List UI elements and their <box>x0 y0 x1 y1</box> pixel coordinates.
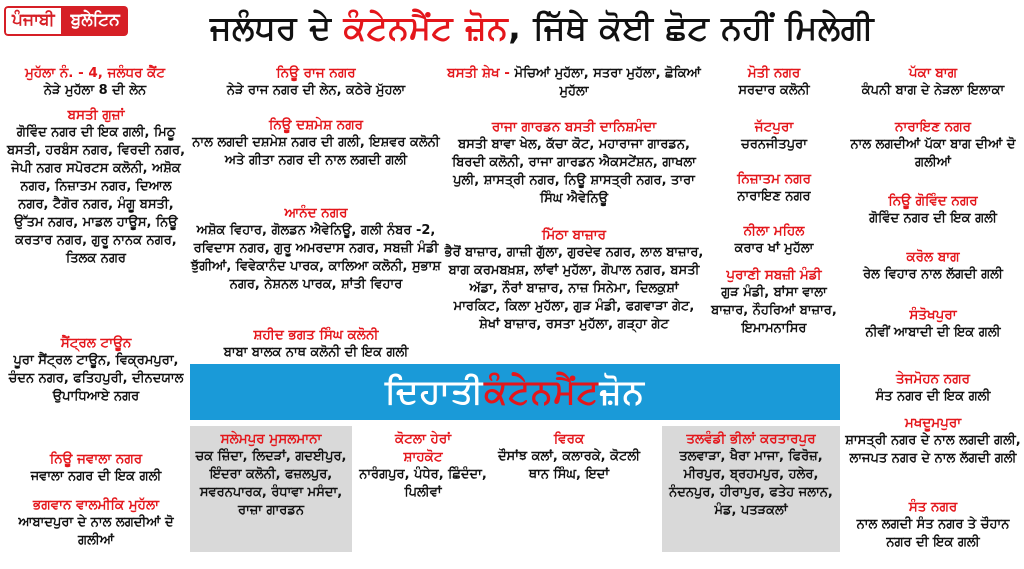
section-text: ਬਾਬਾ ਬਾਲਕ ਨਾਥ ਕਲੋਨੀ ਦੀ ਇਕ ਗਲੀ <box>223 345 409 360</box>
section-heading: ਮੁਹੱਲਾ ਨੰ. - 4, ਜਲੰਧਰ ਕੈਂਟ <box>24 65 166 81</box>
section-heading: ਸ਼ਹੀਦ ਭਗਤ ਸਿੰਘ ਕਲੋਨੀ <box>253 327 379 343</box>
section-heading: ਨਿਜ਼ਾਤਮ ਨਗਰ <box>737 171 811 187</box>
badge-right: ਬੁਲੇਟਿਨ <box>63 6 128 36</box>
section-text: ਨੇੜੇ ਮੁਹੱਲਾ 8 ਦੀ ਲੇਨ <box>43 83 147 98</box>
section-heading: ਤੇਜਮੋਹਨ ਨਗਰ <box>896 371 970 387</box>
section-text: ਕਰਾਰ ਖਾਂ ਮੁਹੱਲਾ <box>734 241 814 256</box>
section-heading: ਨਾਰਾਇਣ ਨਗਰ <box>895 119 971 135</box>
section-tejmohan-nagar <box>844 370 1022 406</box>
section-new-raj-nagar <box>188 64 444 100</box>
section-text: ਪੂਰਾ ਸੈਂਟ੍ਰਲ ਟਾਊਨ, ਵਿਕ੍ਰਮਪੁਰਾ, ਚੰਦਨ ਨਗਰ, ਫਤਿਹਪੁਰੀ, ਦੀਨਦਯਾਲ ਉਪਾਧਿਆਏ ਨਗਰ <box>8 353 184 404</box>
section-heading: ਨਿਊ ਰਾਜ ਨਗਰ <box>276 65 356 81</box>
section-heading: ਸਲੇਮਪੁਰ ਮੁਸਲਮਾਨਾ <box>220 431 322 447</box>
badge-left: ਪੰਜਾਬੀ <box>4 6 63 36</box>
section-text: ਗੋਵਿੰਦ ਨਗਰ ਦੀ ਇਕ ਗਲੀ, ਮਿਠੂ ਬਸਤੀ, ਹਰਬੰਸ ਨਗਰ, ਵਿਰਦੀ ਨਗਰ, ਜੇਪੀ ਨਗਰ ਸਪੋਰਟਸ ਕਲੋਨੀ, ਅਸ਼ੋਕ ਨਗਰ, ਨਿਜ਼ਾਤਮ ਨਗਰ, ਦਿਆਲ ਨਗਰ, ਟੈਗੋਰ ਨਗਰ, ਮੰਗੂ ਬਸਤੀ, ਉੱਤਮ ਨਗਰ, ਮਾਡਲ ਹਾਊਸ, ਨਿਊ ਕਰਤਾਰ ਨਗਰ, ਗੁਰੂ ਨਾਨਕ ਨਗਰ, ਤਿਲਕ ਨਗਰ <box>6 125 186 266</box>
section-text: ਨੇੜੇ ਰਾਜ ਨਗਰ ਦੀ ਲੇਨ, ਕਠੇਰੇ ਮੁੱਹਲਾ <box>226 83 406 98</box>
section-heading: ਨਿਊ ਦਸ਼ਮੇਸ਼ ਨਗਰ <box>269 117 363 133</box>
title-part2: ਕੰਟੇਨਮੈਂਟ ਜ਼ੋਨ <box>343 8 509 47</box>
section-text: ਸੰਤ ਨਗਰ ਦੀ ਇਕ ਗਲੀ <box>875 389 991 404</box>
section-text: ਨਾਲ ਲਗਦੀ ਸੰਤ ਨਗਰ ਤੇ ਚੌਹਾਨ ਨਗਰ ਦੀ ਇਕ ਗਲੀ <box>856 517 1010 550</box>
section-heading: ਮਿੱਠਾ ਬਾਜ਼ਾਰ <box>542 227 606 243</box>
section-subheading: ਸ਼ਾਹਕੋਟ <box>403 449 443 465</box>
section-heading: ਤਲਵੰਡੀ ਭੀਲਾਂ ਕਰਤਾਰਪੁਰ <box>686 431 816 447</box>
section-heading: ਨੀਲਾ ਮਹਿਲ <box>743 223 805 239</box>
section-heading: ਨਿਊ ਗੋਵਿੰਦ ਨਗਰ <box>888 193 978 209</box>
section-new-dashmesh-nagar <box>188 116 444 170</box>
section-text: ਤਲਵਾੜਾ, ਖੈਰਾ ਮਾਜਾ, ਫਿਰੋਜ਼, ਮੀਰਪੁਰ, ਬ੍ਰਹਮਪੁਰ, ਹਲੇਰ, ਨੰਦਨਪੁਰ, ਹੀਰਾਪੁਰ, ਫਤੇਹ ਜਲਾਨ, ਮੰਡ, ਪਤੜਕਲਾਂ <box>669 449 833 518</box>
banner-part1: ਦਿਹਾਤੀ <box>385 372 485 412</box>
section-text: ਰੇਲ ਵਿਹਾਰ ਨਾਲ ਲੱਗਦੀ ਗਲੀ <box>863 267 1003 282</box>
section-text: ਚਕ ਜ਼ਿੰਦਾ, ਲਿਦੜਾਂ, ਗਦਈਪੁਰ, ਇੰਦਰਾ ਕਲੋਨੀ, ਫਜ਼ਲਪੁਰ, ਸਵਰਨਪਾਰਕ, ਰੰਧਾਵਾ ਮਸੰਦਾ, ਰਾਜ਼ਾ ਗਾਰਡਨ <box>195 449 347 518</box>
rural-salempur <box>190 426 352 552</box>
section-text: ਜਵਾਲਾ ਨਗਰ ਦੀ ਇਕ ਗਲੀ <box>30 469 162 484</box>
section-heading: ਭਗਵਾਨ ਵਾਲਮੀਕਿ ਮੁਹੱਲਾ <box>33 497 159 513</box>
section-mitha-bazar <box>444 226 704 334</box>
section-heading: ਬਸਤੀ ਸ਼ੇਖ - <box>447 65 515 81</box>
section-heading: ਵਿਰਕ <box>553 431 585 447</box>
section-text: ਨਾਲ ਲਗਦੀਆਂ ਪੱਕਾ ਬਾਗ ਦੀਆਂ ਦੋ ਗਲੀਆਂ <box>850 137 1016 170</box>
section-text: ਨਾਲ ਲਗਦੀ ਦਸ਼ਮੇਸ਼ ਨਗਰ ਦੀ ਗਲੀ, ਇਸ਼ਵਰ ਕਲੋਨੀ ਅਤੇ ਗੀਤਾ ਨਗਰ ਦੀ ਨਾਲ ਲਗਦੀ ਗਲੀ <box>192 135 440 168</box>
section-nizatam-nagar <box>704 170 844 206</box>
section-heading: ਪੁਰਾਣੀ ਸਬਜ਼ੀ ਮੰਡੀ <box>726 267 822 283</box>
section-text: ਗੁੜ ਮੰਡੀ, ਬਾਂਸਾ ਵਾਲਾ ਬਾਜ਼ਾਰ, ਨੌਹਰਿਆਂ ਬਾਜ਼ਾਰ, ਇਮਾਮਨਾਸਿਰ <box>711 285 837 336</box>
section-new-govind-nagar <box>844 192 1022 228</box>
section-valmiki-mohalla <box>4 496 188 550</box>
section-text: ਬਸਤੀ ਬਾਵਾ ਖੇਲ, ਕੱਚਾ ਕੋਟ, ਮਹਾਰਾਜਾ ਗਾਰਡਨ, ਬਿਰਦੀ ਕਲੋਨੀ, ਰਾਜਾ ਗਾਰਡਨ ਐਕਸਟੇਂਸ਼ਨ, ਗਾਖਲਾ ਪੁਲੀ, ਸ਼ਾਸਤ੍ਰੀ ਨਗਰ, ਨਿਊ ਸ਼ਾਸਤ੍ਰੀ ਨਗਰ, ਤਾਰਾ ਸਿੰਘ ਐਵੇਨਿਊ <box>452 137 696 206</box>
section-text: ਨੀਵੀਂ ਆਬਾਦੀ ਦੀ ਇਕ ਗਲੀ <box>865 325 1001 340</box>
banner-part3: ਜ਼ੋਨ <box>599 372 645 412</box>
section-text: ਆਬਾਦਪੁਰਾ ਦੇ ਨਾਲ ਲਗਦੀਆਂ ਦੋ ਗਲੀਆਂ <box>18 515 174 548</box>
section-jattpura <box>704 118 844 154</box>
section-pakka-bagh <box>844 64 1022 100</box>
section-text: ਭੈਰੋਂ ਬਾਜ਼ਾਰ, ਗਾਜ਼ੀ ਗੁੱਲਾ, ਗੁਰਦੇਵ ਨਗਰ, ਲਾਲ ਬਾਜ਼ਾਰ, ਬਾਗ ਕਰਮਬਖ਼ਸ਼, ਲਾਂਵਾਂ ਮੁਹੱਲਾ, ਗੋਪਾਲ ਨਗਰ, ਬਸਤੀ ਅੱਡਾ, ਨੌਰਾਂ ਬਾਜ਼ਾਰ, ਨਾਜ਼ ਸਿਨੇਮਾ, ਦਿਲਕੁਸ਼ਾਂ ਮਾਰਕਿਟ, ਕਿਲਾ ਮੁਹੱਲਾ, ਗੁੜ ਮੰਡੀ, ਫਗਵਾੜਾ ਗੇਟ, ਸ਼ੇਖਾਂ ਬਾਜ਼ਾਰ, ਰਸਤਾ ਮੁਹੱਲਾ, ਗੜ੍ਹਾ ਗੇਟ <box>444 245 704 332</box>
section-heading: ਸੰਤੋਖਪੁਰਾ <box>909 307 957 323</box>
rural-zone-banner <box>190 364 840 420</box>
section-text: ਮੋਚਿਆਂ ਮੁਹੱਲਾ, ਸਤਰਾ ਮੁਹੱਲਾ, ਛੋਕਿਆਂ ਮੁਹੱਲਾ <box>514 66 701 99</box>
section-text: ਨਾਰਾਇਣ ਨਗਰ <box>737 189 811 204</box>
section-sant-nagar <box>844 498 1022 552</box>
title-part1: ਜਲੰਧਰ ਦੇ <box>210 8 344 47</box>
section-heading: ਮੋਤੀ ਨਗਰ <box>747 65 801 81</box>
section-basti-sheikh <box>444 64 704 101</box>
title-part3: , ਜਿੱਥੇ ਕੋਈ ਛੋਟ ਨਹੀਂ ਮਿਲੇਗੀ <box>508 8 875 47</box>
section-text: ਸਰਦਾਰ ਕਲੋਨੀ <box>738 83 810 98</box>
section-heading: ਕਰੋਲ ਬਾਗ <box>906 249 960 265</box>
section-old-sabzi-mandi <box>704 266 844 338</box>
section-new-jawala-nagar <box>4 450 188 486</box>
section-text: ਦੌਸਾਂਝ ਕਲਾਂ, ਕਲਾਰਕੇ, ਕੋਟਲੀ ਥਾਨ ਸਿੰਘ, ਇਦਾਂ <box>497 449 641 482</box>
section-text: ਚਰਨਜੀਤਪੁਰਾ <box>741 137 807 152</box>
section-raja-garden <box>444 118 704 208</box>
section-makhdoompura <box>844 414 1022 468</box>
section-heading: ਪੱਕਾ ਬਾਗ <box>908 65 958 81</box>
section-narayan-nagar <box>844 118 1022 172</box>
section-bhagat-singh-colony <box>188 326 444 362</box>
rural-virk <box>494 430 644 484</box>
section-text: ਕੰਪਨੀ ਬਾਗ ਦੇ ਨੇੜਲਾ ਇਲਾਕਾ <box>861 83 1005 98</box>
section-central-town <box>4 334 188 406</box>
section-text: ਸ਼ਾਸਤ੍ਰੀ ਨਗਰ ਦੇ ਨਾਲ ਲਗਦੀ ਗਲੀ, ਲਾਜਪਤ ਨਗਰ ਦੇ ਨਾਲ ਲੱਗਦੀ ਗਲੀ <box>845 433 1021 466</box>
rural-talwandi <box>662 426 840 552</box>
section-karol-bagh <box>844 248 1022 284</box>
rural-kotla-heran <box>358 430 488 502</box>
section-heading: ਆਨੰਦ ਨਗਰ <box>284 205 348 221</box>
brand-badge <box>4 6 128 36</box>
section-basti-guzan <box>4 106 188 268</box>
section-heading: ਬਸਤੀ ਗੁਜ਼ਾਂ <box>67 107 125 123</box>
section-text: ਗੋਵਿੰਦ ਨਗਰ ਦੀ ਇਕ ਗਲੀ <box>869 211 997 226</box>
section-anand-nagar <box>188 204 444 294</box>
section-moti-nagar <box>704 64 844 100</box>
section-text: ਨਾਰੰਗਪੁਰ, ਪੰਧੇਰ, ਛਿੰਦੰਦਾ, ਪਿਲੀਵਾਂ <box>359 467 487 500</box>
section-neela-mahal <box>704 222 844 258</box>
section-heading: ਸੰਤ ਨਗਰ <box>908 499 958 515</box>
section-heading: ਮਖਦੂਮਪੁਰਾ <box>904 415 962 431</box>
section-heading: ਨਿਊ ਜਵਾਲਾ ਨਗਰ <box>49 451 143 467</box>
section-heading: ਸੈਂਟ੍ਰਲ ਟਾਊਨ <box>60 335 132 351</box>
section-heading: ਜੱਟਪੁਰਾ <box>754 119 794 135</box>
page-title <box>210 8 990 48</box>
section-heading: ਕੋਟਲਾ ਹੇਰਾਂ <box>394 431 452 447</box>
section-mohalla4 <box>2 64 188 100</box>
banner-part2: ਕੰਟੇਨਮੈਂਟ <box>484 372 600 412</box>
section-santokhpura <box>844 306 1022 342</box>
section-text: ਅਸ਼ੋਕ ਵਿਹਾਰ, ਗੋਲਡਨ ਐਵੇਨਿਊ, ਗਲੀ ਨੰਬਰ -2, ਰਵਿਦਾਸ ਨਗਰ, ਗੁਰੂ ਅਮਰਦਾਸ ਨਗਰ, ਸਬਜ਼ੀ ਮੰਡੀ ਝੁੱਗੀਆਂ, ਵਿਵੇਕਾਨੰਦ ਪਾਰਕ, ਕਾਲਿਆ ਕਲੋਨੀ, ਸੁਭਾਸ਼ ਨਗਰ, ਨੇਸ਼ਨਲ ਪਾਰਕ, ਸ਼ਾਂਤੀ ਵਿਹਾਰ <box>191 223 441 292</box>
section-heading: ਰਾਜਾ ਗਾਰਡਨ ਬਸਤੀ ਦਾਨਿਸ਼ਮੰਦਾ <box>491 119 657 135</box>
